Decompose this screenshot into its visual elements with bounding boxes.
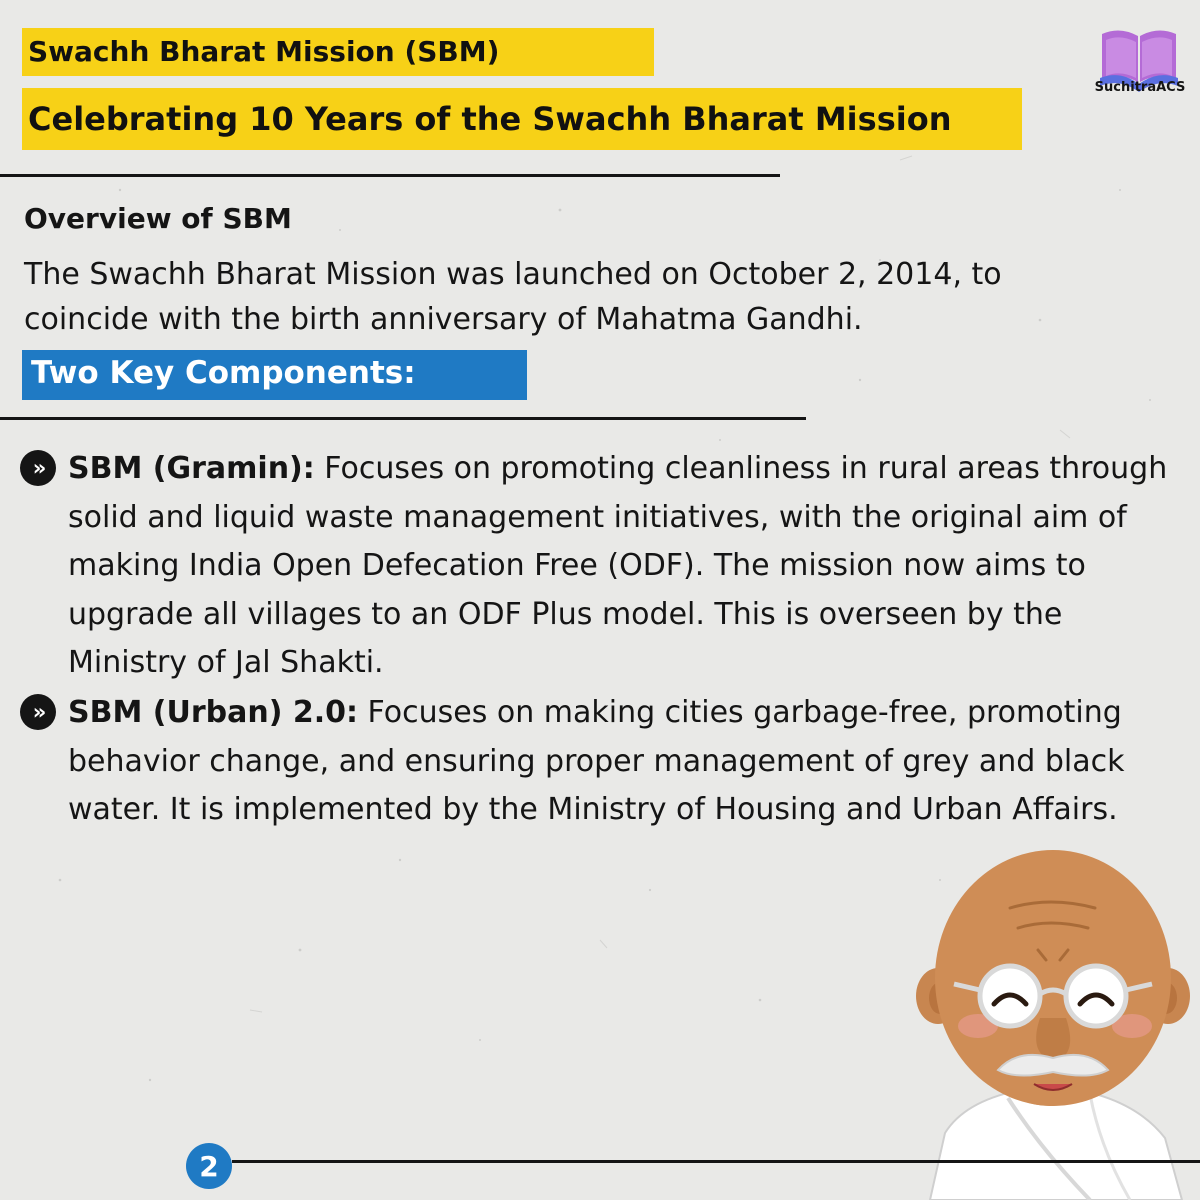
- list-item-body: [68, 445, 1185, 688]
- list-item-body: [68, 689, 1185, 835]
- components-heading: Two Key Components:: [22, 350, 527, 400]
- page-number-badge: 2: [186, 1143, 232, 1189]
- footer-divider: [232, 1160, 1200, 1163]
- brand-name: SuchitraACS: [1094, 80, 1186, 95]
- mahatma-gandhi-illustration: [900, 848, 1200, 1200]
- double-chevron-right-icon: »: [20, 450, 56, 486]
- list-item: [20, 445, 1185, 688]
- list-item: [20, 689, 1185, 835]
- overview-heading: Overview of SBM: [24, 202, 292, 235]
- page-subtitle: Celebrating 10 Years of the Swachh Bharat Mission: [22, 88, 1022, 150]
- divider: [0, 174, 780, 177]
- divider: [0, 417, 806, 420]
- list-item-text: Focuses on promoting cleanliness in rural areas through solid and liquid waste management initiatives, with the original aim of making India Open Defecation Free (ODF). The mission now aims to upgrade all villages to an ODF Plus model. This is overseen by the Ministry of Jal Shakti.: [68, 451, 1168, 680]
- list-item-title: SBM (Urban) 2.0:: [68, 695, 359, 730]
- page-title: Swachh Bharat Mission (SBM): [22, 28, 654, 76]
- overview-text: The Swachh Bharat Mission was launched on October 2, 2014, to coincide with the birth anniversary of Mahatma Gandhi.: [24, 257, 1002, 337]
- list-item-text: Focuses on making cities garbage-free, promoting behavior change, and ensuring proper management of grey and black water. It is implemented by the Ministry of Housing and Urban Affairs.: [68, 695, 1125, 827]
- double-chevron-right-icon: »: [20, 694, 56, 730]
- list-item-title: SBM (Gramin):: [68, 451, 315, 486]
